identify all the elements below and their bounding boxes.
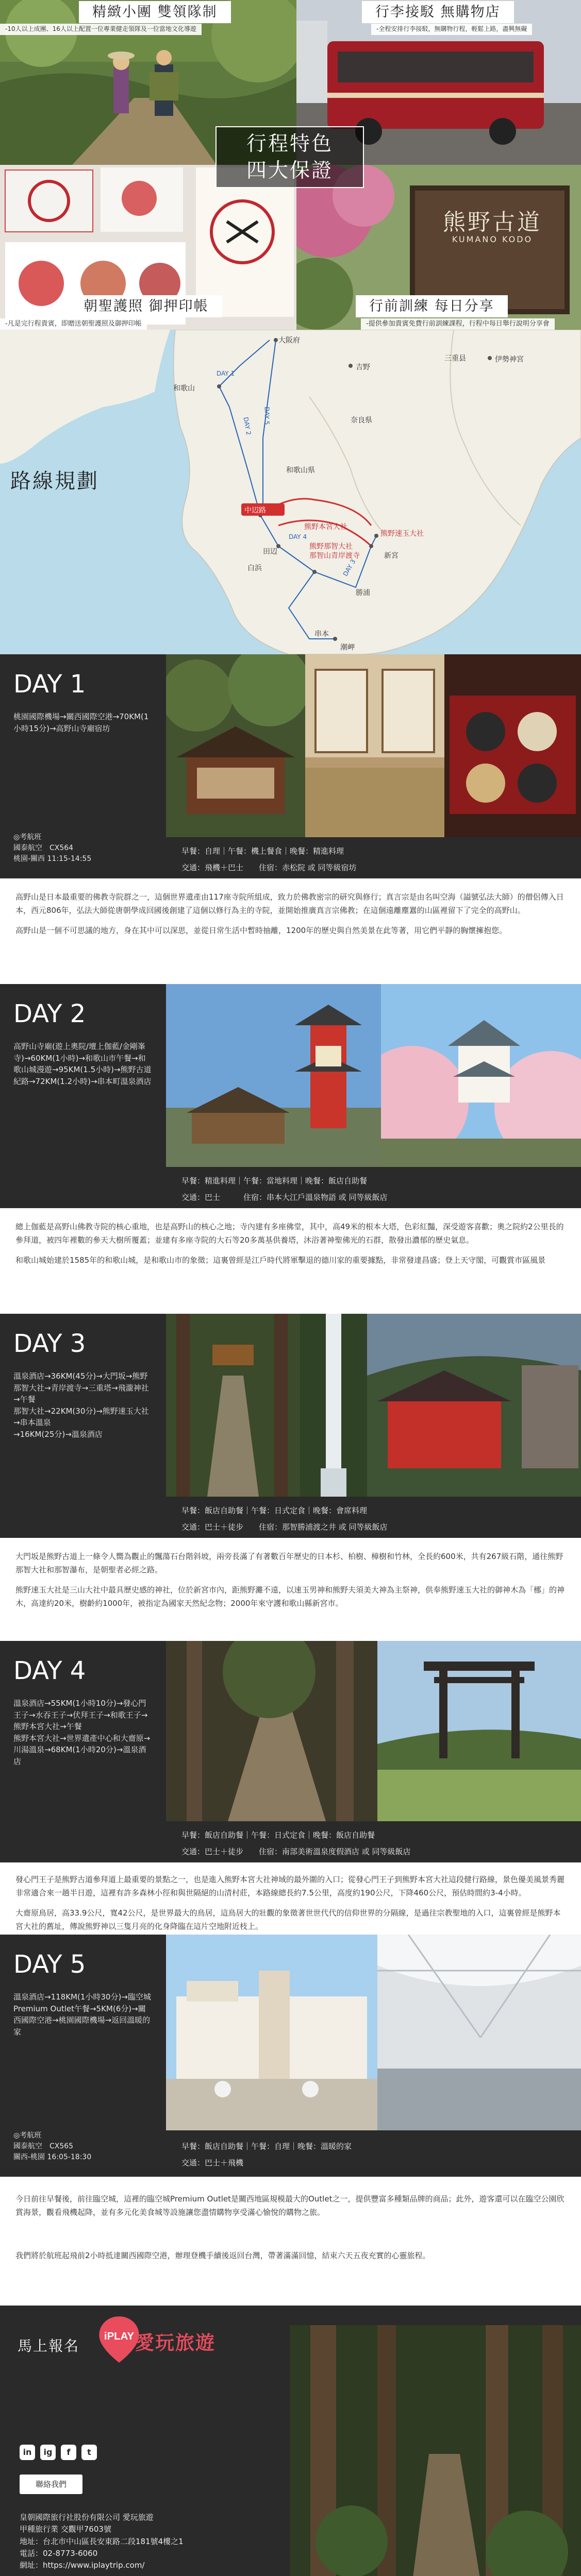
map-label-shirahama: 白浜	[247, 564, 262, 572]
map-label-ise: 伊勢神宮	[495, 355, 524, 364]
twitter-icon[interactable]: t	[81, 2445, 97, 2460]
day1-title: DAY 1	[13, 670, 86, 699]
feature-small-group-desc: -10人以上成團、16人以上配置一位專業健走領隊及一位當地文化導遊	[0, 24, 202, 35]
day2-section	[0, 984, 581, 1314]
signup-section	[0, 2182, 581, 2576]
day2-desc-castle: 和歌山城始建於1585年的和歌山城，是和歌山市的象徵；這裏曾經是江戶時代將軍擊退的德川家的重要據點，非常發達昌盛；登上天守閣，可觀賞市區風景	[15, 1255, 546, 1265]
day1-section	[0, 654, 581, 984]
map-label-nachi-taisha: 熊野那智大社	[309, 543, 353, 551]
day5-flight-ref: ◎考航班	[13, 2131, 42, 2140]
map-day5: DAY 5	[263, 406, 271, 425]
day5-photo-outlet	[166, 1935, 377, 2130]
sign-kumano-kodo: 熊野古道	[443, 209, 542, 235]
day5-photo-airport	[377, 1935, 581, 2130]
day3-photo-shrine	[367, 1314, 581, 1497]
day3-description	[15, 1550, 567, 1616]
map-day2: DAY 2	[242, 416, 253, 436]
day5-flight-time: 關西-桃園 16:05-18:30	[13, 2153, 92, 2161]
features-center-box	[215, 126, 364, 188]
day4-photo-torii	[377, 1641, 581, 1821]
feature-training-title: 行前訓練 每日分享	[356, 295, 508, 317]
day1-desc-history: 高野山是一個不可思議的地方，身在其中可以深思，並從日常生活中暫時抽離，1200年的歷史與自然美景在此等著，用它們平靜的胸懷擁抱您。	[15, 925, 507, 935]
day1-left-panel	[0, 654, 166, 878]
day4-meals: 早餐：飯店自助餐｜午餐：日式定食｜晚餐：飯店自助餐	[181, 1831, 375, 1840]
day1-transport: 交通：飛機＋巴士 住宿：赤松院 或 同等級宿坊	[181, 863, 357, 872]
day5-section	[0, 1935, 581, 2182]
hero-section	[0, 0, 581, 330]
day2-transport: 交通：巴士 住宿：串本大江戶溫泉物語 或 同等級飯店	[181, 1193, 388, 1202]
day5-transport: 交通：巴士＋飛機	[181, 2158, 244, 2167]
features-heading-2: 四大保證	[246, 159, 333, 182]
day1-info-bar	[166, 837, 581, 878]
map-label-osaka: 大阪府	[278, 336, 300, 345]
day1-photo-temple	[166, 654, 305, 837]
day2-left-panel	[0, 984, 166, 1208]
feature-luggage-title: 行李接駁 無購物店	[362, 1, 514, 23]
day1-flight	[13, 832, 91, 865]
day5-flight	[13, 2130, 91, 2163]
day4-description	[15, 1873, 567, 1935]
day1-desc-koyasan: 高野山是日本最重要的佛教寺院群之一，這個世界遺產由117座寺院所組成，致力於佛教密宗的研究與修行；真言宗是由名叫空海（謚號弘法大師）的僧侶傳入日本，西元806年，弘法大師從唐朝學成回國後創建了這個以修行為主的寺院，並開始推廣真言宗佛教；在這個遠離塵囂的山區裡留下了完全的高野山。	[15, 892, 564, 916]
company-info	[20, 2512, 184, 2571]
route-map-section	[0, 330, 581, 654]
map-label-katsuura: 勝浦	[356, 589, 370, 597]
day3-title: DAY 3	[13, 1329, 86, 1358]
day1-description	[15, 890, 567, 943]
day1-flight-time: 桃園-關西 11:15-14:55	[13, 855, 92, 863]
day1-photo-meal	[444, 654, 581, 837]
day3-desc-hayatama: 熊野速玉大社是三山大社中最具歷史感的神社，位於新宮市內，距熊野灘不遠，以速玉男神和熊野夫須美大神為主祭神，供奉熊野速玉大社的御神木為「梛」的神木，高達約20米，樹齡約1000年，被指定為國家天然紀念物；2000年來守護和歌山縣新宮市。	[15, 1585, 565, 1608]
map-label-mie: 三重县	[444, 354, 466, 363]
day4-transport: 交通：巴士＋徒步 住宿：南部美術溫泉度假酒店 或 同等級飯店	[181, 1847, 411, 1856]
day4-desc-hosshinmon: 發心門王子是熊野古道參拜道上最重要的景點之一，也是進入熊野本宮大社神域的最外圍的入口；從發心門王子到熊野本宮大社這段健行路線，景色優美風景秀麗非常適合來一趟半日遊，這裡有許多森林小徑和與世隔絕的山清村莊，本路線總長約7.5公里，高度約190公尺，下降460公尺，預估時間約3-4小時。	[15, 1875, 565, 1898]
company-website[interactable]: 網址：https://www.iplaytrip.com/	[20, 2561, 145, 2570]
day5-info-bar	[166, 2130, 581, 2177]
day2-route: 高野山寺廟(遊上奧院/壇上伽藍/金剛峯寺)→60KM(1小時)→和歌山市午餐→和歌山城漫遊→95KM(1.5小時)→熊野古道紀路→72KM(1.2小時)→串本町溫泉酒店	[13, 1042, 152, 1086]
feature-training-desc: -提供參加貴賓免費行前訓練課程，行程中每日舉行說明分享會	[361, 318, 555, 330]
outro-desc-return: 我們將於航班起飛前2小時抵達關西國際空港，辦理登機手續後返回台灣，帶著滿滿回憶，結束六天五夜充實的心靈旅程。	[15, 2249, 567, 2262]
company-name: 皇朝國際旅行社股份有限公司 愛玩旅遊	[20, 2513, 154, 2522]
day4-left-panel	[0, 1641, 166, 1862]
map-label-yoshino: 吉野	[356, 363, 370, 371]
day5-flight-no: 國泰航空 CX565	[13, 2142, 74, 2150]
map-label-shionomisaki: 潮岬	[340, 643, 355, 652]
day3-photo-waterfall	[300, 1314, 367, 1497]
map-label-hongu-taisha: 熊野本宮大社	[304, 523, 347, 531]
day4-route: 溫泉酒店→55KM(1小時10分)→發心門王子→水吞王子→伏拜王子→和歌王子→熊野本宮大社→午餐 熊野本宮大社→世界遺產中心和大齋原→川湯溫泉→68KM(1小時20分)→溫泉酒店	[13, 1699, 151, 1766]
day2-title: DAY 2	[13, 999, 86, 1028]
brand-name: 愛玩旅遊	[135, 2332, 215, 2354]
map-label-kushimoto: 串本	[314, 630, 329, 638]
day4-info-bar	[166, 1821, 581, 1862]
day5-left-panel	[0, 1935, 166, 2177]
day1-meals: 早餐：自理｜午餐：機上餐食｜晚餐：精進料理	[181, 846, 344, 856]
instagram-icon[interactable]: ig	[40, 2445, 56, 2460]
feature-small-group-title: 精緻小團 雙領隊制	[79, 1, 231, 23]
day4-desc-oyunohara: 大齋原鳥居，高33.9公尺，寬42公尺，是世界最大的鳥居，這鳥居大的壯觀的象徵著世世代代的信仰世界的分隔線，是過往宗教聖地的入口，這裏曾經是熊野本宮大社的舊址，傳說熊野神以三隻月亮的化身降臨在這片空地附近枝上。	[15, 1908, 561, 1931]
day1-route: 桃園國際機場→關西國際空港→70KM(1小時15分)→高野山寺廟宿坊	[13, 712, 149, 733]
day2-info-bar	[166, 1167, 581, 1208]
day3-photo-stairs	[166, 1314, 300, 1497]
day3-desc-daimonzaka: 大門坂是熊野古道上一條令人嚮為觀止的飄蕩石台階斜坡，兩旁長滿了有著數百年歷史的日本杉、柏樹、樟樹和竹林，全長約600米，共有267級石階，通往熊野那智大社和那智瀑布，是朝聖者必經之路。	[15, 1552, 563, 1575]
day5-meals: 早餐：飯店自助餐｜午餐：自理｜晚餐：溫暖的家	[181, 2142, 352, 2151]
day2-photo-castle	[381, 984, 581, 1167]
day2-description	[15, 1220, 567, 1273]
day5-route: 溫泉酒店→118KM(1小時30分)→臨空城Premium Outlet午餐→5KM(6分)→關西國際空港→桃園國際機場→返回溫暖的家	[13, 1992, 151, 2037]
svg-text:iPLAY: iPLAY	[104, 2331, 135, 2342]
map-label-nara: 奈良県	[351, 416, 372, 425]
map-label-wakayama-pref: 和歌山県	[286, 466, 315, 474]
day3-route: 溫泉酒店→36KM(45分)→大門坂→熊野那智大社→青岸渡寺→三重塔→飛瀧神社→午餐 那智大社→22KM(30分)→熊野速玉大社→串本溫泉 →16KM(25分)→溫泉酒店	[13, 1371, 149, 1439]
day3-transport: 交通：巴士＋徒步 住宿：那智勝浦渡之井 或 同等級飯店	[181, 1522, 388, 1532]
map-label-wakayama: 和歌山	[173, 384, 195, 393]
map-day3: DAY 3	[341, 558, 357, 578]
map-day1: DAY 1	[217, 370, 235, 377]
outro-desc-outlet: 今日前往早餐後，前往臨空城，這裡的臨空城Premium Outlet是關西地區規模最大的Outlet之一，提供豐富多種類品牌的商品；此外，遊客還可以在臨空公園欣賞海景，觀看飛機起降，並有多元化美食城等設施讓您盡情購物享受滿心愉悅的購物之旅。	[15, 2192, 567, 2219]
feature-passport-desc: -凡是完行程貴賓，即贈送朝聖護照及御押印帳	[0, 318, 147, 330]
map-label-hayatama: 熊野速玉大社	[380, 530, 424, 538]
day2-meals: 早餐：精進料理｜午餐：當地料理｜晚餐：飯店自助餐	[181, 1176, 368, 1185]
facebook-icon[interactable]: f	[61, 2445, 76, 2460]
route-plan-title: 路線規劃	[10, 469, 99, 493]
company-address: 地址：台北市中山區長安東路二段181號4樓之1	[20, 2536, 184, 2546]
day2-desc-garan: 總上伽藍是高野山佛教寺院的核心重地，也是高野山的核心之地；寺內建有多座佛堂，其中，高49米的根本大塔，色彩紅豔，深受遊客喜歡；奧之院約2公里長的參拜道，被四年裡數的參天大樹所覆蓋；並建有多座寺院的大石等20多萬基供養塔，沐浴著神聖佛光的石群，散發出濃郁的歷史氣息。	[15, 1222, 564, 1245]
day2-photo-pagoda	[166, 984, 381, 1167]
day3-section	[0, 1314, 581, 1641]
day5-title: DAY 5	[13, 1950, 86, 1979]
day3-meals: 早餐：飯店自助餐｜午餐：日式定食｜晚餐：會席料理	[181, 1506, 368, 1515]
day4-photo-forest-path	[166, 1641, 377, 1821]
company-license: 甲種旅行業 交觀甲7603號	[20, 2524, 111, 2534]
map-label-nakahechi: 中辺路	[244, 506, 266, 515]
contact-us-button[interactable]: 聯絡我們	[20, 2475, 82, 2494]
map-day4: DAY 4	[289, 533, 307, 540]
day3-info-bar	[166, 1497, 581, 1538]
day4-title: DAY 4	[13, 1656, 86, 1685]
sign-up-label: 馬上報名	[18, 2337, 80, 2354]
day1-flight-no: 國泰航空 CX564	[13, 844, 74, 852]
company-phone: 電話：02-8773-6060	[20, 2548, 98, 2558]
feature-passport-title: 朝聖護照 御押印帳	[70, 295, 222, 317]
photo-forest-trail	[290, 2325, 581, 2576]
day1-photo-room	[305, 654, 444, 837]
map-label-tanabe: 田辺	[263, 548, 277, 556]
linkedin-icon[interactable]: in	[20, 2445, 35, 2460]
sign-kumano-kodo-en: KUMANO KODO	[452, 234, 533, 244]
features-heading-1: 行程特色	[246, 132, 333, 156]
day1-flight-ref: ◎考航班	[13, 833, 42, 841]
feature-luggage-desc: -全程安排行李接駁，無購物行程，輕鬆上路，盡興無礙	[371, 24, 532, 35]
map-label-seiganto: 那智山青岸渡寺	[309, 552, 360, 560]
day3-left-panel	[0, 1314, 166, 1538]
map-label-shingu: 新宮	[384, 552, 399, 560]
day4-section	[0, 1641, 581, 1935]
